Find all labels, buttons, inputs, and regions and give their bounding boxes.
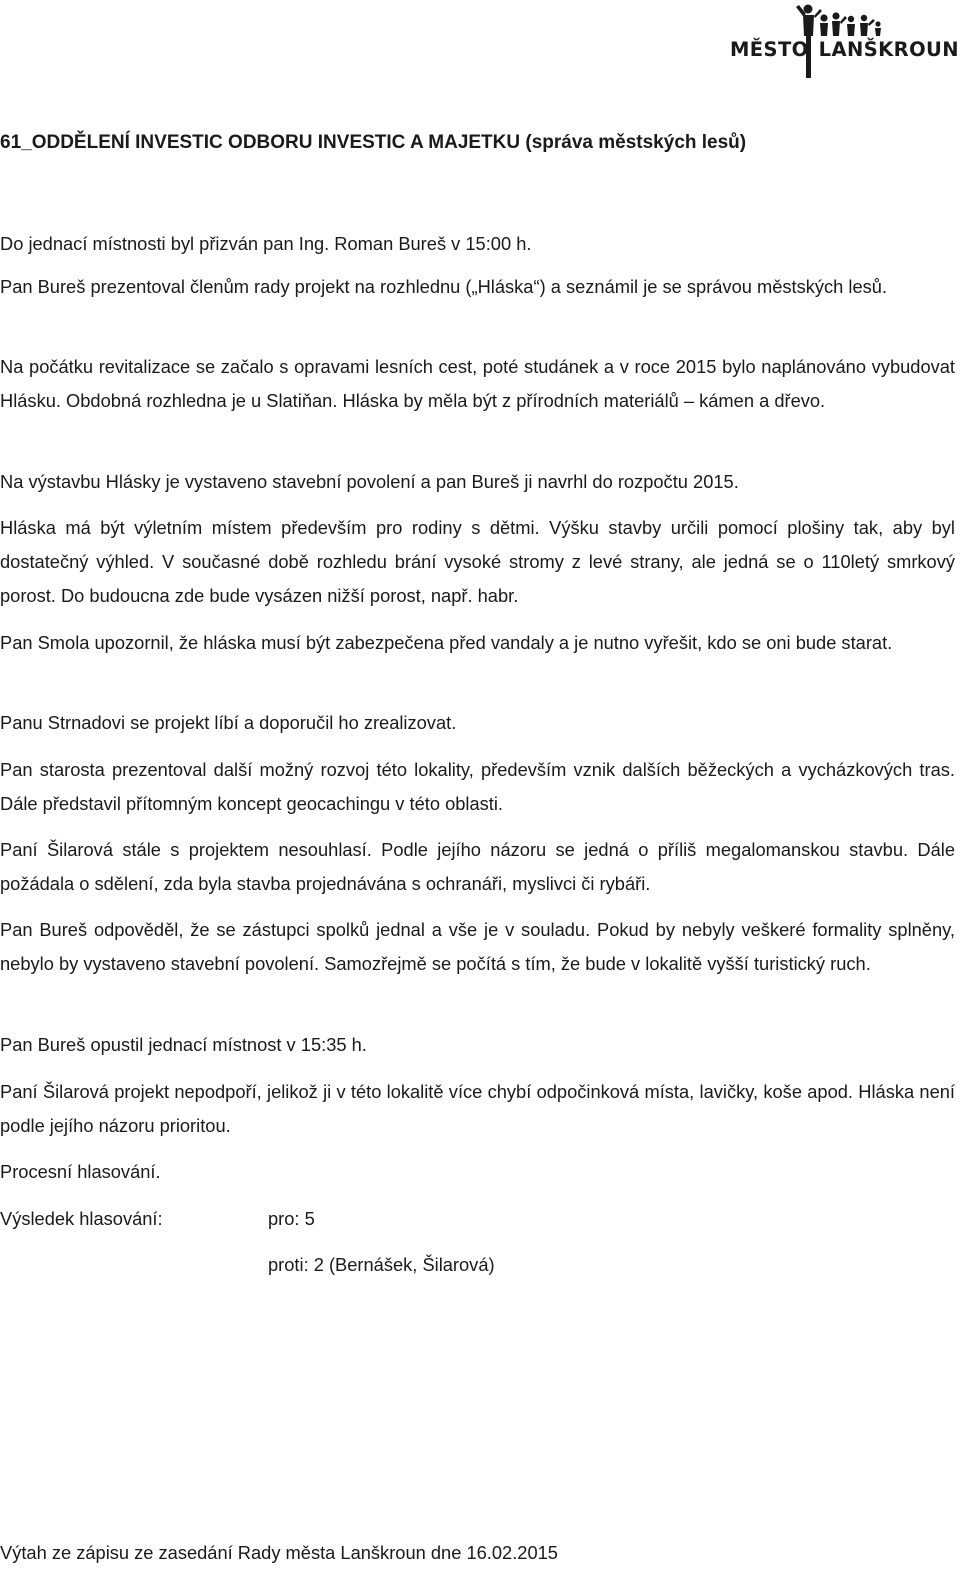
logo-text-mesto: MĚSTO — [730, 38, 809, 61]
section-heading: 61_ODDĚLENÍ INVESTIC ODBORU INVESTIC A MAJETKU (správa městských lesů) — [0, 132, 747, 153]
vote-result-label: Výsledek hlasování: — [0, 1208, 163, 1229]
paragraph-8: Pan starosta prezentoval další možný rozvoj této lokality, především vznik dalších běžeckých a vycházkových tras. Dále představil přítomným koncept geocachingu v této oblasti. — [0, 759, 955, 814]
page-footer: Výtah ze zápisu ze zasedání Rady města Lanškroun dne 16.02.2015 — [0, 1542, 558, 1563]
paragraph-5: Hláska má být výletním místem především pro rodiny s dětmi. Výšku stavby určili pomocí plošiny tak, aby byl dostatečný výhled. V současné době rozhledu brání vysoké stromy z levé strany, ale jedná se o 110letý smrkový porost. Do budoucna zde bude vysázen nižší porost, např. habr. — [0, 517, 955, 606]
paragraph-9: Paní Šilarová stále s projektem nesouhlasí. Podle jejího názoru se jedná o příliš megalomanskou stavbu. Dále požádala o sdělení, zda byla stavba projednávána s ochranáři, myslivci či rybáři. — [0, 839, 955, 894]
logo-text-lanskroun: LANŠKROUN — [818, 38, 959, 61]
paragraph-7: Panu Strnadovi se projekt líbí a doporučil ho zrealizovat. — [0, 712, 457, 733]
paragraph-1: Do jednací místnosti byl přizván pan Ing. Roman Bureš v 15:00 h. — [0, 233, 532, 254]
vote-result-row — [0, 1202, 315, 1236]
paragraph-6: Pan Smola upozornil, že hláska musí být zabezpečena před vandaly a je nutno vyřešit, kdo se oni bude starat. — [0, 632, 893, 653]
vote-pro: pro: 5 — [268, 1208, 315, 1229]
logo-wordmark — [730, 38, 959, 61]
paragraph-4: Na výstavbu Hlásky je vystaveno stavební povolení a pan Bureš ji navrhl do rozpočtu 2015. — [0, 471, 739, 492]
vote-proti: proti: 2 (Bernášek, Šilarová) — [268, 1254, 495, 1275]
paragraph-11: Pan Bureš opustil jednací místnost v 15:35 h. — [0, 1034, 367, 1055]
paragraph-13: Procesní hlasování. — [0, 1161, 161, 1182]
paragraph-10: Pan Bureš odpověděl, že se zástupci spolků jednal a vše je v souladu. Pokud by nebyly veškeré formality splněny, nebylo by vystaveno stavební povolení. Samozřejmě se počítá s tím, že bude v lokalitě vyšší turistický ruch. — [0, 919, 955, 974]
paragraph-2: Pan Bureš prezentoval členům rady projekt na rozhlednu („Hláska“) a seznámil je se správou městských lesů. — [0, 276, 888, 297]
paragraph-3: Na počátku revitalizace se začalo s opravami lesních cest, poté studánek a v roce 2015 bylo naplánováno vybudovat Hlásku. Obdobná rozhledna je u Slatiňan. Hláska by měla být z přírodních materiálů – kámen a dřevo. — [0, 356, 955, 411]
city-logo — [730, 2, 959, 82]
paragraph-12: Paní Šilarová projekt nepodpoří, jelikož ji v této lokalitě více chybí odpočinková místa, lavičky, koše apod. Hláska není podle jejího názoru prioritou. — [0, 1081, 955, 1136]
